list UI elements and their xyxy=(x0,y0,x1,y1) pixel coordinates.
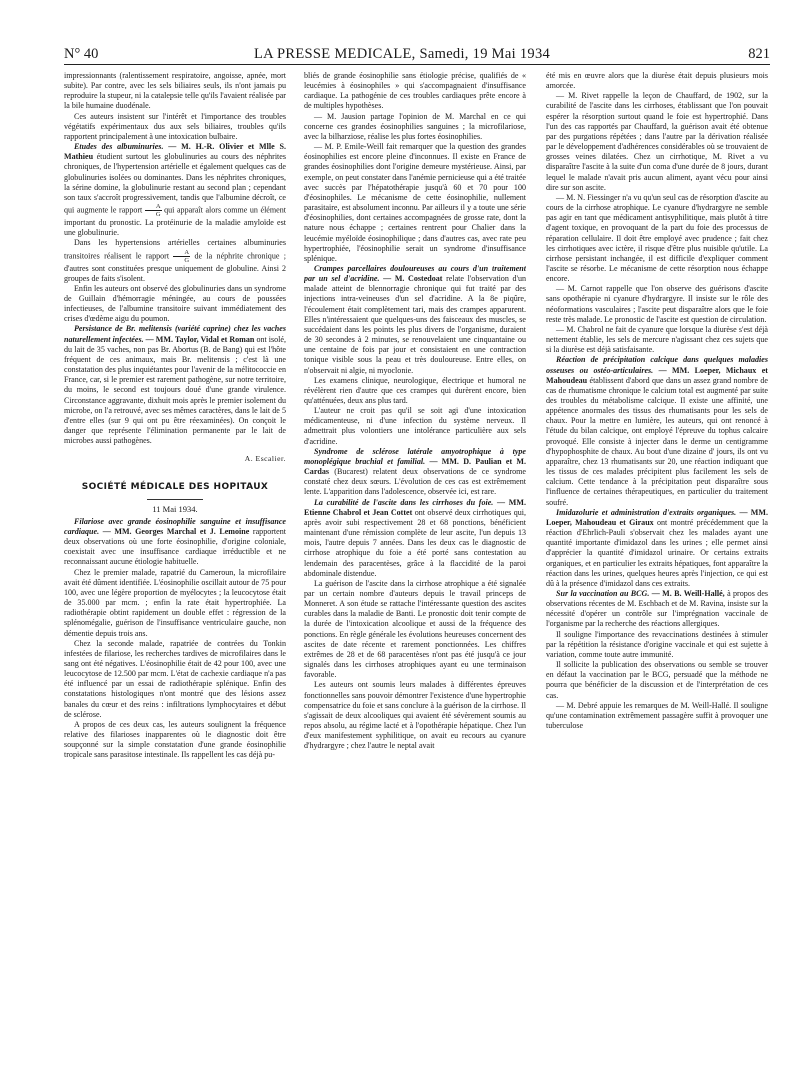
paragraph: — M. Debré appuie les remarques de M. Weill-Hallé. Il souligne qu'une contamination extrêmement passagère suffit à provoquer une tuberculose xyxy=(546,700,768,730)
article-title: Etudes des albuminuries. xyxy=(74,142,164,152)
paragraph: L'auteur ne croit pas qu'il se soit agi d'une intoxication médicamenteuse, ni d'une infection du système nerveux. Il admettrait plus volontiers une intolérance particulière aux sels d'acridine. xyxy=(304,406,526,446)
article-text: ont isolé, du lait de 35 vaches, non pas Br. Abortus (B. de Bang) qui est l'hôte fréquent de ces animaux, mais Br. melitensis ; c'est là une constatation des plus inquiétantes pour l'avenir de la mélitococcie en France, car, si le premier est rarement pathogène, sur notre territoire, du moins, le second est toujours doué d'une grande virulence. Circonstance aggravante, dixhuit mois après le premier isolement du microbe, on l'a retrouvé, avec ses mêmes caractères, dans le lait de 5 d'entre elles (sur 9 qui ont pu être réexaminées). On conçoit le danger que représente l'élimination permanente par le lait de microbes aussi pathogènes. xyxy=(64,334,286,446)
article-text: ont observé deux cirrhotiques qui, après avoir subi respectivement 28 et 68 ponctions, bénéficient maintenant d'une rémission complète de leur ascite, l'un depuis 13 mois, l'autre depuis 7 années. Dans les deux cas le diagnostic de cirrhose atrophique du foie a été porté sans contestation au lendemain des paracentèses, grâce à la flaccidité de la paroi abdominale distendue. xyxy=(304,507,526,578)
paragraph: été mis en œuvre alors que la diurèse était depuis plusieurs mois amorcée. xyxy=(546,71,768,91)
society-divider xyxy=(147,499,203,500)
paragraph: Il sollicite la publication des observations ou semble se trouver en défaut la vaccination par le BCG, persuadé que la méthode ne pourra que bénéficier de la discussion et de l'interprétation de ces cas. xyxy=(546,660,768,700)
article-title: Persistance de Br. melitensis (variété caprine) chez les vaches naturellement infectées. xyxy=(64,324,286,344)
article-authors: — MM. Georges Marchal et J. Lemoine xyxy=(102,526,250,536)
article-authors: — M. H.-R. Olivier et Mlle S. Mathieu xyxy=(64,142,286,162)
issue-number: N° 40 xyxy=(64,46,99,62)
article-filariose xyxy=(64,517,286,568)
column-1 xyxy=(64,71,286,1071)
article-text: relate l'observation d'un malade atteint de blennorragie chronique qui fut traité par des injections intra-veineuses d'un sel d'acridine. A la 8e piqûre, l'écoulement était complètement tari, mais des crampes apparurent. Elles n'intéressaient que quelques-uns des faisceaux des muscles, se succédaient dans les points les plus divers de l'organisme, duraient de 30 secondes à 2 minutes, se renouvelaient une cinquantaine ou une centaine de fois par jour et consistaient en une contraction tonique visible sous la peau et très douloureuse. Entre elles, on n'observait ni algie, ni myoclonie. xyxy=(304,274,526,375)
article-crampes xyxy=(304,264,526,376)
paragraph: Il souligne l'importance des revaccinations destinées à stimuler par la répétition la résistance d'origine vaccinale et qui est sujette à variation, comme toute autre immunité. xyxy=(546,629,768,659)
article-text: (Bucarest) relatent deux observations de ce syndrome constaté chez deux sœurs. L'évolution de ces cas est extrêmement lente. L'apparition dans l'adolescence, observée ici, est rare. xyxy=(304,467,526,497)
column-3 xyxy=(546,71,768,1071)
paragraph: — M. Jausion partage l'opinion de M. Marchal en ce qui concerne ces grandes éosinophilies sanguines ; la microfilariose, avec la bilharziose, réalise les plus fortes éosinophilies. xyxy=(304,111,526,141)
paragraph: — M. P. Emile-Weill fait remarquer que la question des grandes éosinophilies est encore pleine d'inconnues. Il existe en France de grandes éosinophilies dont l'origine demeure mystérieuse. Ainsi, par exemple, on peut constater dans l'anémie pernicieuse qui a été traitée avec succès par l'hépatothérapie jusqu'à 60 et 70 pour 100 d'éosinophiles. Le mécanisme de cette éosinophilie, nullement parasitaire, est absolument inconnu. Par ailleurs il y a toute une série d'éosinophilies, dont certaines accompagnées de grosse rate, dont la nature nous échappe ; certaines rentrent pour Chalier dans la leucémie myéloïde éosinophilique ; dans d'autres cas, avec rate peu hypertrophiée, l'éosinophilie serait un syndrome d'insuffisance splénique. xyxy=(304,142,526,263)
fraction-a-over-g: $\frac{A}{G}$ xyxy=(145,203,162,218)
article-authors: — M. Costedoat xyxy=(383,274,443,284)
society-date: 11 Mai 1934. xyxy=(152,503,198,514)
article-authors: — MM. Etienne Chabrol et Jean Cottet xyxy=(304,497,526,517)
article-text: étudient surtout les globulinuries au cours des néphrites chroniques, de l'hypertension artérielle et également quelques cas de globulinuries isolées ou dominantes. Dans les néphrites chroniques, la sérine domine, la globulinurie restant au second plan ; cependant son taux s'accroît progressivement, tandis que l'albumine décroît, ce qui augmente le rapport xyxy=(64,152,286,215)
article-text: rapportent deux observations où une forte éosinophilie, d'origine coloniale, coexistait avec une insuffisance cardiaque irréductible et ne reconnaissant aucune étiologie habituelle. xyxy=(64,526,286,567)
article-text: à propos des observations récentes de M. Eschbach et de M. Ravina, insiste sur la nécessité d'opérer un contrôle sur l'imprégnation vaccinale de l'organisme par la recherche des réactions allergiques. xyxy=(546,588,768,629)
article-text: établissent d'abord que dans un assez grand nombre de cas de rhumatisme chronique le calcium total est augmenté par suite des troubles du métabolisme calcique. Il existe une affinité, une appétence anormales des tissus des rhumatisants pour les sels de chaux. Pour la mettre en lumière, les auteurs, qui ont renoncé à l'étude du bilan calcique, ont employé l'épreuve du tophus calcaire provoqué. Elle consiste à injecter dans le derme un centigramme d'hypophosphite de chaux. Au bout d'une dizaine d' jours, ils ont vu apparaître, chez 13 rhumatisants sur 20, une réaction indiquant que les tissus de ces malades précipitent plus facilement les sels de calcium. Cette tendance à la précipitation peut disparaître sous l'influence de certaines thérapeutiques, en particulier du traitement soufré. xyxy=(546,375,768,507)
article-authors: — MM. Loeper, Michaux et Mahoudeau xyxy=(546,365,768,385)
article-title: Imidazolurie et administration d'extraits organiques. xyxy=(556,507,737,517)
article-authors: — MM. Taylor, Vidal et Roman xyxy=(145,334,255,344)
paragraph: A propos de ces deux cas, les auteurs soulignent la fréquence relative des filarioses inapparentes où le diagnostic doit être soupçonné sur la simple constatation d'une grande éosinophilie tropicale sans parasitose intestinale. Ils rappellent les cas déjà pu- xyxy=(64,719,286,760)
article-text: ont montré précédemment que la réaction d'Ehrlich-Pauli s'observait chez les malades ayant une quantité importante d'imidazol dans les urines ; elle permet ainsi d'apprécier la quantité d'imidazol urinaire. Or certains extraits organiques, et en particulier les extraits hépatiques, font apparaître la réaction dans les urines, quelques heures après l'injection, ce qui est dû à la présence d'imidazol dans ces extraits. xyxy=(546,517,768,588)
paragraph: Les examens clinique, neurologique, électrique et humoral ne révélèrent rien d'autre que ces crampes qui durèrent encore, bien qu'atténuées, deux ans plus tard. xyxy=(304,375,526,405)
article-title: Réaction de précipitation calcique dans quelques maladies osseuses ou ostéo-articulaires. xyxy=(546,355,768,375)
paragraph: Ces auteurs insistent sur l'intérêt et l'importance des troubles végétatifs expérimentaux dus aux sels biliaires, troubles qu'ils rapportent principalement à une intoxication bulbaire. xyxy=(64,111,286,141)
article-albuminuries xyxy=(64,142,286,238)
column-2 xyxy=(304,71,526,1071)
paragraph: — M. N. Fiessinger n'a vu qu'un seul cas de résorption d'ascite au cours de la cirrhose atrophique. Le cyanure d'hydrargyre ne semble pas agir en tant que médicament antisyphilitique, mais plutôt à titre d'agent toxique, en provoquant de la part du foie des processus de réparation cellulaire. Il doit être employé avec prudence ; fait chez les cirrhotiques avec ictère, il risque d'être plus nuisible qu'utile. La cirrhose persistant inchangée, il est difficile d'expliquer comment l'ascite se résorbe. Le mécanisme de cette résorption nous échappe encore. xyxy=(546,192,768,284)
paragraph: Enfin les auteurs ont observé des globulinuries dans un syndrome de Guillain d'hémorragie méningée, au cours de poussées infectieuses, de l'albumine transitoire suivant immédiatement des crises d'œdème aigu du poumon. xyxy=(64,283,286,324)
journal-title: LA PRESSE MEDICALE, Samedi, 19 Mai 1934 xyxy=(254,46,551,62)
paragraph: Chez le premier malade, rapatrié du Cameroun, la microfilaire avait été dûment identifiée. L'éosinophilie oscillait autour de 75 pour 100, avec une légère proportion de myélocytes ; la leucocytose était de 35.000 par mcm. ; enfin la rate était hypertrophiée. La radiothérapie obtint rapidement un double effet : régression de la splénomégalie, guérison de l'insuffisance ventriculaire gauche, non démentie depuis trois ans. xyxy=(64,567,286,638)
paragraph: — M. Rivet rappelle la leçon de Chauffard, de 1902, sur la curabilité de l'ascite dans les cirrhoses, établissant que l'on pouvait espérer la résorption surtout quand le foie est hypertrophié. Dans l'un des cas rapportés par Chauffard, la guérison avait été obtenue par des purgations répétées ; dans l'autre par la dérivation réalisée par le développement d'adhérences considérables où se trouvaient de grosses veines dilatées. Chez un cirrhotique, M. Rivet a vu disparaître l'ascite à la suite d'un coma d'une durée de 8 jours, durant lequel le malade n'avait pris aucun aliment, ayant vécu pour ainsi dire sur son ascite. xyxy=(546,91,768,192)
paragraph: La guérison de l'ascite dans la cirrhose atrophique a été signalée par un certain nombre d'auteurs depuis le travail princeps de Monneret. A son étude se rattache l'intéressante question des ascites curables dans la maladie de Banti. Le pronostic doit tenir compte de la durée de l'intoxication alcoolique et aussi de la fréquence des ponctions. En règle générale les évolutions heureuses concernent des ascites de date récente et rarement ponctionnées. Les chiffres extrêmes de 28 et de 68 paracentèses n'ont pas été jusqu'à ce jour signalés dans les cirrhoses atrophiques ayant eu une terminaison favorable. xyxy=(304,578,526,680)
paragraph: — M. Chabrol ne fait de cyanure que lorsque la diurèse s'est déjà nettement établie, les sels de mercure n'agissant chez ces sujets que si la diurèse est déjà satisfaisante. xyxy=(546,324,768,355)
paragraph: — M. Carnot rappelle que l'on observe des guérisons d'ascite sans opothérapie ni cyanure d'hydrargyre. Il insiste sur le rôle des néoformations vasculaires ; l'ascite peut disparaître alors que le foie reste très malade. Le pronostic de l'ascite est question de circulation. xyxy=(546,284,768,324)
paragraph: Les auteurs ont soumis leurs malades à différentes épreuves fonctionnelles sans pouvoir démontrer l'existence d'une hypertrophie compensatrice du foie et sans conclure à la guérison de la cirrhose. Il s'agissait de deux alcooliques qui avaient été sévèrement soumis au repos absolu, au régime lacté et à l'opothérapie hépatique. Chez l'un d'eux manifestement syphilitique, on avait eu recours au cyanure d'hydrargyre ; chez l'autre le neptal avait xyxy=(304,680,526,751)
article-melitensis xyxy=(64,324,286,446)
society-heading: SOCIÉTÉ MÉDICALE DES HOPITAUX xyxy=(81,482,269,493)
article-title: Sur la vaccination au BCG. xyxy=(556,588,650,598)
article-imidazolurie xyxy=(546,508,768,589)
article-title: Filariose avec grande éosinophilie sanguine et insuffisance cardiaque. xyxy=(64,516,286,536)
article-precipitation xyxy=(546,355,768,507)
article-authors: — MM. D. Paulian et M. Cardas xyxy=(304,456,526,477)
header-rule xyxy=(64,64,770,65)
paragraph: impressionnants (ralentissement respiratoire, angoisse, apnée, mort subite). Par contre, avec les sels biliaires seuls, ils n'ont jamais pu reproduire la stupeur, ni la catalepsie telle qu'ils l'avaient réalisée par la bile humaine duodénale. xyxy=(64,71,286,111)
article-title: Crampes parcellaires douloureuses au cours d'un traitement par un sel d'acridine. xyxy=(304,263,526,284)
article-text: qui apparaît alors comme un élément important du pronostic. La protéinurie de la maladie amyloïde est une globulinurie. xyxy=(64,205,286,238)
article-title: Syndrome de sclérose latérale amyotrophique à type monoplégique brachial et familial. xyxy=(304,446,526,466)
article-sclerose xyxy=(304,447,526,498)
article-bcg xyxy=(546,589,768,630)
paragraph: bliés de grande éosinophilie sans étiologie précise, qualifiés de « leucémies à éosinophiles » qui s'accompagnaient d'insuffisance cardiaque. La pathogénie de ces troubles cardiaques prête encore à de multiples hypothèses. xyxy=(304,71,526,111)
article-authors: — MM. Loeper, Mahoudeau et Giraux xyxy=(546,507,768,527)
paragraph: Dans les hypertensions artérielles certaines albuminuries transitoires réalisent le rapport $\frac{A}{G}$ de la néphrite chronique ; d'autres sont constituées presque uniquement de globuline. Ainsi 2 groupes de faits s'isolent. xyxy=(64,238,286,283)
fraction-a-over-g: $\frac{A}{G}$ xyxy=(173,249,190,264)
article-ascite xyxy=(304,498,526,579)
article-title: La curabilité de l'ascite dans les cirrhoses du foie. xyxy=(314,497,494,507)
page-header xyxy=(64,46,770,66)
signature: A. Escalier. xyxy=(244,454,286,464)
article-authors: — M. B. Weill-Hallé, xyxy=(651,588,725,598)
page-number: 821 xyxy=(748,46,770,62)
paragraph: Chez la seconde malade, rapatriée de contrées du Tonkin infestées de filariose, les recherches tardives de microfilaires dans le sang ont été négatives. L'éosinophilie était de 42 pour 100, avec une leucocytose de 12.500 par mcm. L'état de cachexie cardiaque n'a pas été influencé par un essai de radiothérapie splénique. Enfin des constatations histologiques n'ont montré que des lésions assez banales du cœur et des reins : infiltrations lymphocytaires et début de sclérose. xyxy=(64,638,286,719)
